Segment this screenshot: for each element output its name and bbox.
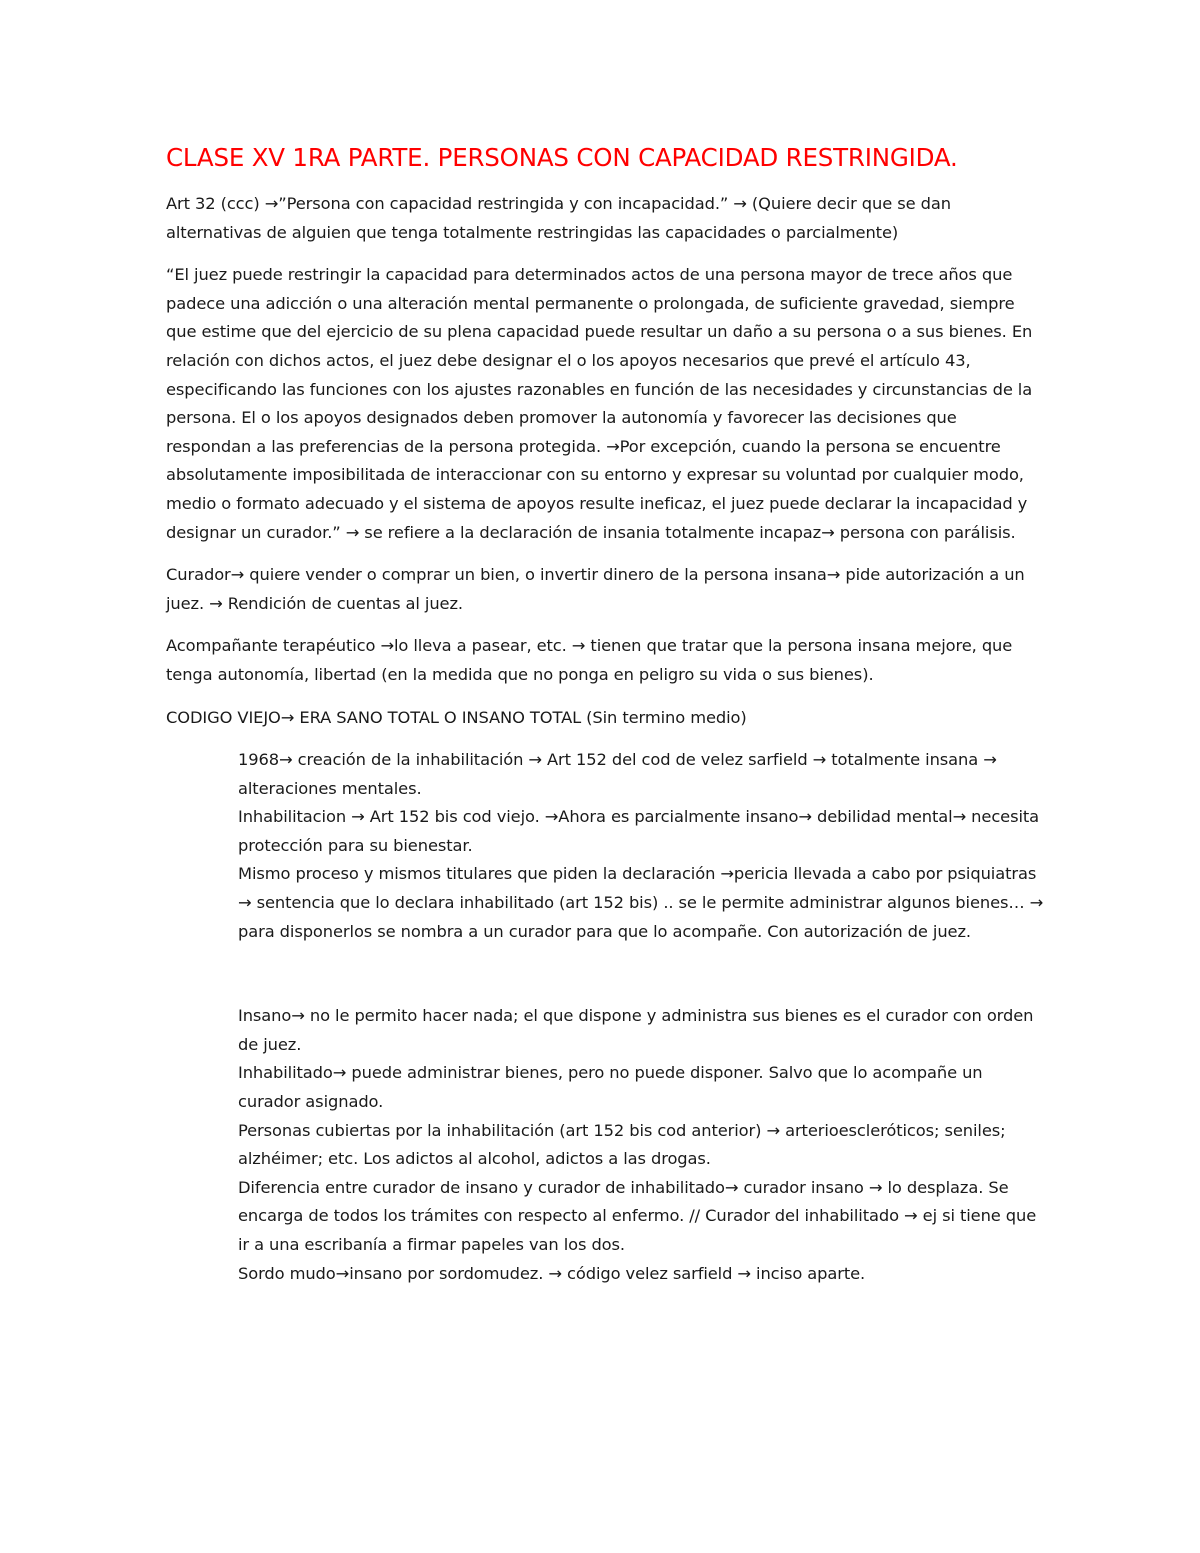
paragraph-curador: Curador→ quiere vender o comprar un bien, o invertir dinero de la persona insana→ pide autorización a un juez. → Rendición de cuentas al juez. xyxy=(166,565,1025,613)
list-item-text: Inhabilitacion → Art 152 bis cod viejo. →Ahora es parcialmente insano→ debilidad mental→ necesita protección para su bienestar. xyxy=(238,807,1040,855)
paragraph-art32: Art 32 (ccc) →”Persona con capacidad restringida y con incapacidad.” → (Quiere decir que se dan alternativas de alguien que tenga totalmente restringidas las capacidades o parcialmente) xyxy=(166,194,951,242)
document-title: CLASE XV 1RA PARTE. PERSONAS CON CAPACIDAD RESTRINGIDA. xyxy=(166,143,958,172)
list-item-text: 1968→ creación de la inhabilitación → Art 152 del cod de velez sarfield → totalmente insana → alteraciones mentales. xyxy=(238,750,997,798)
paragraph-acompanante: Acompañante terapéutico →lo lleva a pasear, etc. → tienen que tratar que la persona insana mejore, que tenga autonomía, libertad (en la medida que no ponga en peligro su vida o sus bienes). xyxy=(166,636,1013,684)
notes-block xyxy=(166,1002,1046,1288)
note-sordo-mudo: Sordo mudo→insano por sordomudez. → código velez sarfield → inciso aparte. xyxy=(238,1263,866,1283)
spacer xyxy=(166,946,1046,1002)
list-item xyxy=(166,803,1046,860)
note-diferencia-curador: Diferencia entre curador de insano y curador de inhabilitado→ curador insano → lo desplaza. Se encarga de todos los trámites con respecto al enfermo. // Curador del inhabilitado → ej si tiene que ir a una escribanía a firmar papeles van los dos. xyxy=(238,1177,1037,1254)
note-personas-cubiertas: Personas cubiertas por la inhabilitación (art 152 bis cod anterior) → arterioescleróticos; seniles; alzhéimer; etc. Los adictos al alcohol, adictos a las drogas. xyxy=(238,1120,1006,1169)
note-inhabilitado: Inhabilitado→ puede administrar bienes, pero no puede disponer. Salvo que lo acompañe un curador asignado. xyxy=(238,1063,983,1112)
document-body xyxy=(166,140,1046,1288)
paragraph-article-quote: “El juez puede restringir la capacidad para determinados actos de una persona mayor de trece años que padece una adicción o una alteración mental permanente o prolongada, de suficiente gravedad, siempre que estime que del ejercicio de su plena capacidad puede resultar un daño a su persona o a sus bienes. En relación con dichos actos, el juez debe designar el o los apoyos necesarios que prevé el artículo 43, especificando las funciones con los ajustes razonables en función de las necesidades y circunstancias de la persona. El o los apoyos designados deben promover la autonomía y favorecer las decisiones que respondan a las preferencias de la persona protegida. →Por excepción, cuando la persona se encuentre absolutamente imposibilitada de interaccionar con su entorno y expresar su voluntad por cualquier modo, medio o formato adecuado y el sistema de apoyos resulte ineficaz, el juez puede declarar la incapacidad y designar un curador.” → se refiere a la declaración de insania totalmente incapaz→ persona con parálisis. xyxy=(166,265,1033,542)
list-item-text: Mismo proceso y mismos titulares que piden la declaración →pericia llevada a cabo por psiquiatras → sentencia que lo declara inhabilitado (art 152 bis) .. se le permite administrar algunos bienes… → para disponerlos se nombra a un curador para que lo acompañe. Con autorización de juez. xyxy=(238,864,1044,941)
note-insano: Insano→ no le permito hacer nada; el que dispone y administra sus bienes es el curador con orden de juez. xyxy=(238,1006,1034,1054)
list-item xyxy=(166,860,1046,946)
paragraph-codigo-viejo: CODIGO VIEJO→ ERA SANO TOTAL O INSANO TOTAL (Sin termino medio) xyxy=(166,707,747,727)
bullet-list xyxy=(166,746,1046,946)
list-item xyxy=(166,746,1046,803)
